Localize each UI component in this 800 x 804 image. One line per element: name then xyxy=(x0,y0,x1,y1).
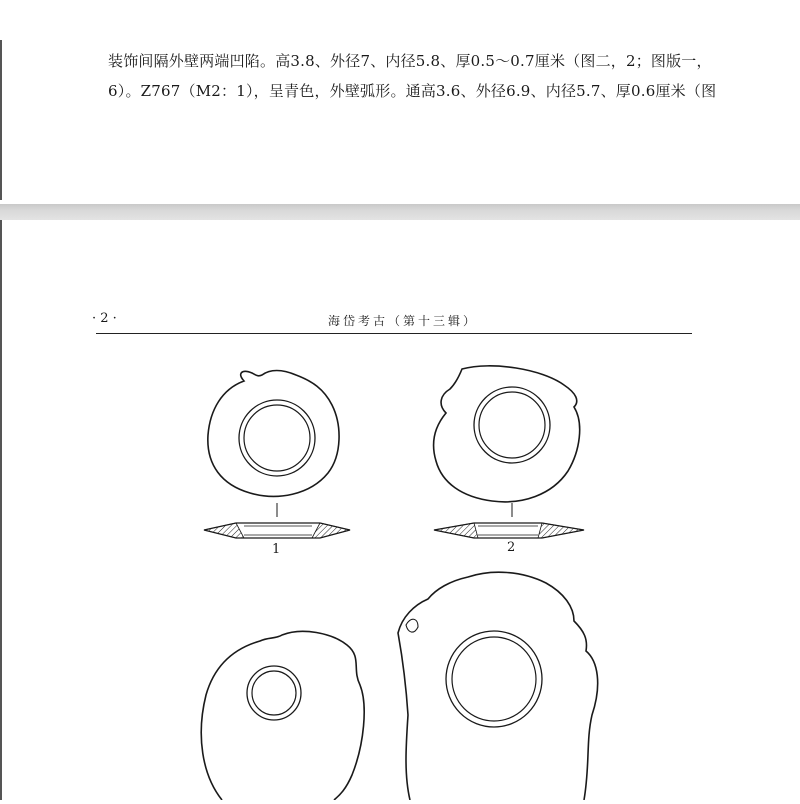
inner-ring-inner xyxy=(452,637,536,721)
inner-ring-inner xyxy=(252,671,296,715)
figure-label-1: 1 xyxy=(272,542,281,557)
running-head: 海岱考古（第十三辑） xyxy=(328,314,479,328)
artifact-figure xyxy=(192,355,612,800)
outer-edge xyxy=(398,572,598,800)
artifact-drawings xyxy=(192,355,612,800)
outer-edge xyxy=(208,371,339,497)
inner-ring-outer xyxy=(247,666,301,720)
artifact-3-plan xyxy=(201,631,364,800)
inner-ring-outer xyxy=(239,400,315,476)
page-previous xyxy=(2,0,800,204)
body-text-line-2: 6）。Z767（M2：1），呈青色，外壁弧形。通高3.6、外径6.9、内径5.7、厚0.6厘米（图 xyxy=(108,82,717,100)
page-number: · 2 · xyxy=(92,311,117,326)
inner-ring-outer xyxy=(474,387,550,463)
inner-ring-outer xyxy=(446,631,542,727)
outer-edge xyxy=(434,366,580,502)
page-gap xyxy=(0,204,800,220)
artifact-2-plan xyxy=(434,366,580,517)
artifact-2-section xyxy=(434,523,584,538)
body-text-line-1: 装饰间隔外壁两端凹陷。高3.8、外径7、内径5.8、厚0.5～0.7厘米（图二，2；图版一， xyxy=(108,52,712,70)
artifact-4-plan xyxy=(398,572,598,800)
artifact-1-section xyxy=(204,523,350,538)
artifact-1-plan xyxy=(208,371,339,518)
outer-edge xyxy=(201,631,364,800)
page-edge xyxy=(0,220,2,800)
inner-ring-inner xyxy=(244,405,310,471)
header-rule xyxy=(96,333,692,334)
page-edge xyxy=(0,40,2,200)
inner-ring-inner xyxy=(479,392,545,458)
figure-label-2: 2 xyxy=(507,540,516,555)
